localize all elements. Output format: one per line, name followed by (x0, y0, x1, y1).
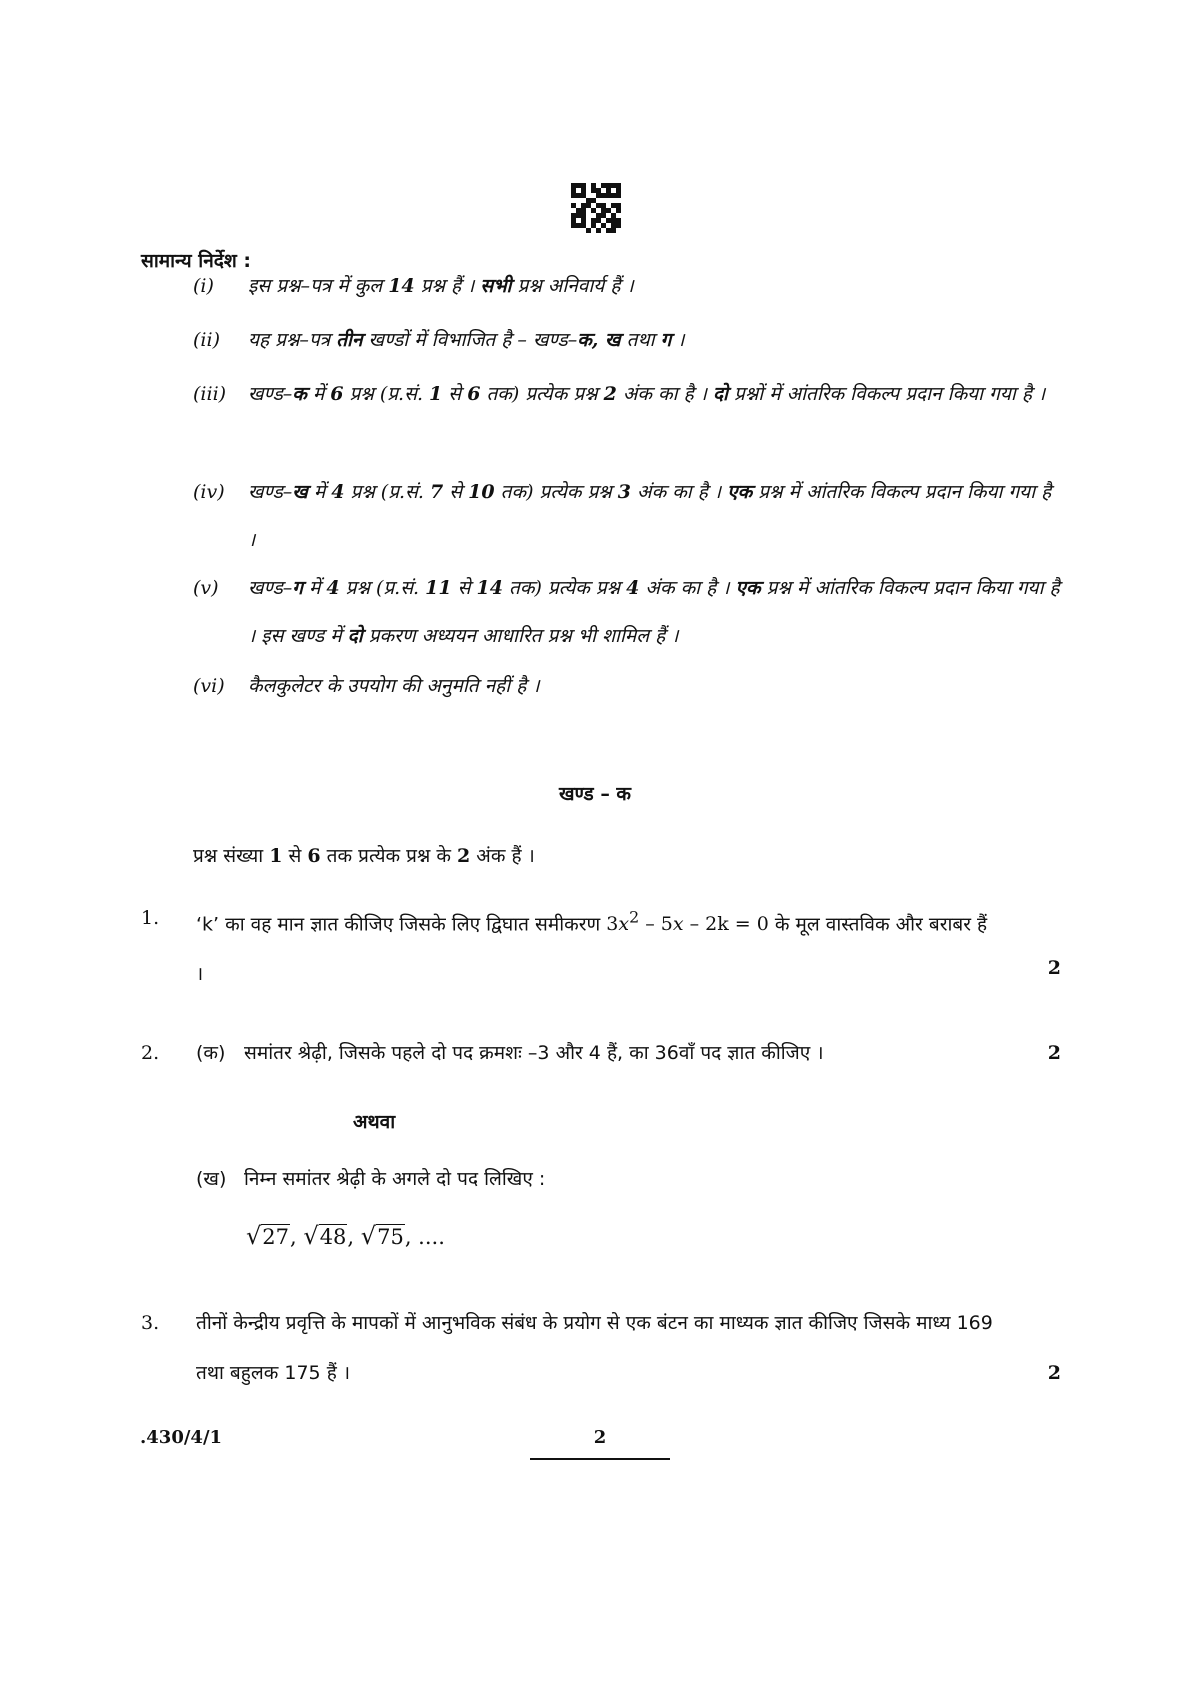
instruction-ii (193, 316, 1063, 364)
question-text: तीनों केन्द्रीय प्रवृत्ति के मापकों में आनुभविक संबंध के प्रयोग से एक बंटन का माध्यक ज्ञात कीजिए जिसके माध्य 169 तथा बहुलक 175 हैं । (196, 1312, 993, 1384)
instruction-vi (193, 662, 1063, 710)
instruction-iv (193, 468, 1063, 564)
instruction-text: इस प्रश्न–पत्र में कुल 14 प्रश्न हैं । सभी प्रश्न अनिवार्य हैं । (248, 275, 634, 297)
or-text: अथवा (353, 1111, 396, 1133)
instruction-text: कैलकुलेटर के उपयोग की अनुमति नहीं है । (248, 675, 540, 697)
sqrt-term: √27 (246, 1222, 290, 1250)
instruction-number: (iii) (193, 383, 227, 405)
question-2 (141, 1028, 1061, 1078)
instruction-number: (vi) (193, 675, 225, 697)
sqrt-series: √27, √48, √75, .... (246, 1222, 445, 1250)
instruction-text: खण्ड–ख में 4 प्रश्न (प्र.सं. 7 से 10 तक) प्रत्येक प्रश्न 3 अंक का है । एक प्रश्न में आंतरिक विकल्प प्रदान किया गया है । (248, 481, 1052, 551)
question-text: ‘k’ का वह मान ज्ञात कीजिए जिसके लिए द्विघात समीकरण $3x^2 - 5x - 2k = 0$ के मूल वास्तविक और बराबर हैं । (196, 908, 988, 986)
marks: 2 (1047, 1042, 1061, 1064)
instruction-number: (iv) (193, 481, 225, 503)
question-2a: (क) समांतर श्रेढ़ी, जिसके पहले दो पद क्रमशः –3 और 4 हैं, का 36वाँ पद ज्ञात कीजिए । (196, 1028, 996, 1078)
section-note: प्रश्न संख्या 1 से 6 तक प्रत्येक प्रश्न के 2 अंक हैं । (193, 845, 535, 867)
instruction-text: खण्ड–क में 6 प्रश्न (प्र.सं. 1 से 6 तक) प्रत्येक प्रश्न 2 अंक का है । दो प्रश्नों में आंतरिक विकल्प प्रदान किया गया है । (248, 383, 1046, 405)
instruction-text: यह प्रश्न–पत्र तीन खण्डों में विभाजित है – खण्ड–क, ख तथा ग । (248, 329, 685, 351)
marks: 2 (1047, 1362, 1061, 1384)
instruction-number: (v) (193, 577, 219, 599)
sqrt-term: √75 (360, 1222, 404, 1250)
general-instructions-heading: सामान्य निर्देश : (141, 250, 251, 272)
equation: $3x^2 - 5x - 2k = 0$ (606, 908, 769, 936)
question-3 (141, 1298, 1061, 1398)
instruction-iii (193, 370, 1063, 418)
question-2b (196, 1164, 545, 1194)
question-number: 1. (141, 907, 160, 929)
question-1 (141, 893, 1061, 999)
qr-code-icon (571, 183, 621, 233)
option-label: (क) (196, 1042, 226, 1064)
question-number: 2. (141, 1042, 160, 1064)
question-text: निम्न समांतर श्रेढ़ी के अगले दो पद लिखिए : (244, 1168, 546, 1190)
section-title: खण्ड – क (558, 783, 632, 805)
instruction-number: (ii) (193, 329, 220, 351)
question-number: 3. (141, 1312, 160, 1334)
marks: 2 (1047, 957, 1061, 979)
page-number-underline (530, 1458, 670, 1460)
instruction-number: (i) (193, 275, 214, 297)
instruction-text: खण्ड–ग में 4 प्रश्न (प्र.सं. 11 से 14 तक) प्रत्येक प्रश्न 4 अंक का है । एक प्रश्न में आंतरिक विकल्प प्रदान किया गया है । इस खण्ड में दो प्रकरण अध्ययन आधारित प्रश्न भी शामिल हैं । (248, 577, 1060, 647)
instruction-v (193, 564, 1063, 660)
sqrt-term: √48 (303, 1222, 347, 1250)
paper-code: .430/4/1 (140, 1427, 223, 1448)
option-label: (ख) (196, 1168, 227, 1190)
instruction-i (193, 262, 1063, 310)
page-number: 2 (593, 1427, 607, 1448)
